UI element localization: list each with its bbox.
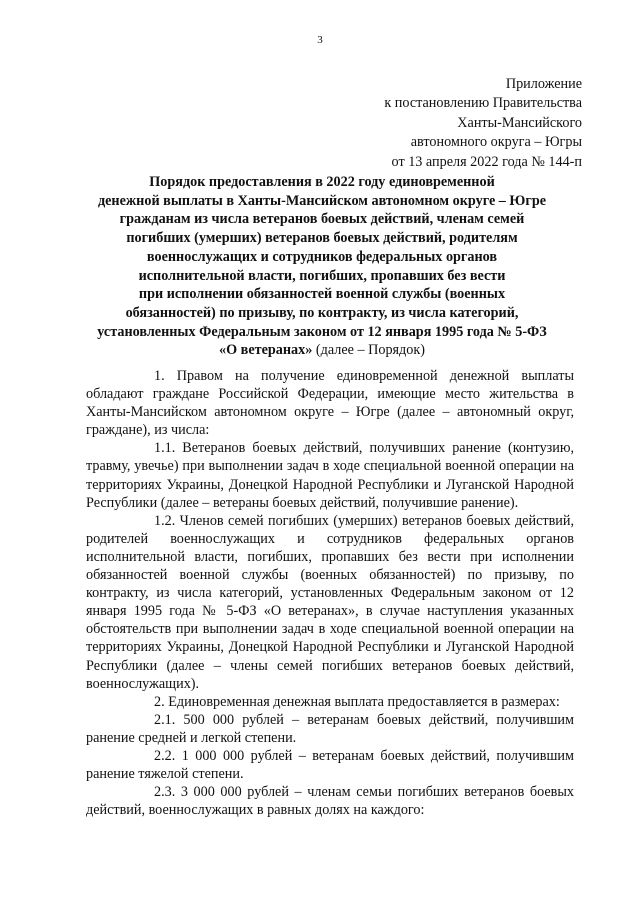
title-line: гражданам из числа ветеранов боевых действий, членам семей [119, 211, 525, 228]
appendix-line: Приложение [505, 76, 582, 92]
paragraph-2-2 [86, 747, 574, 783]
appendix-line: автономного округа – Югры [410, 134, 582, 151]
paragraph-number: 1. [154, 368, 165, 384]
title-suffix: (далее – Порядок) [312, 342, 425, 359]
paragraph-1 [86, 367, 574, 439]
paragraph-number: 1.2. [154, 512, 176, 529]
paragraph-number: 2.2. [154, 747, 176, 764]
paragraph-text: Членов семей погибших (умерших) ветеранов боевых действий, родителей военнослужащих и сотрудников федеральных органов исполнительной власти, погибших, пропавших без вести при исполнении обязанностей военной службы (военных обязанностей) по призыву, по контракту, из числа категорий, установленных Федеральным законом от 12 января 1995 года № 5-ФЗ «О ветеранах», в случае наступления указанных обстоятельств при выполнении задач в ходе специальной военной операции на территориях Украины, Донецкой Народной Республики и Луганской Народной Республики (далее – члены семей погибших ветеранов боевых действий, военнослужащих). [86, 512, 574, 692]
title-line-last [72, 341, 572, 360]
document-title [72, 173, 572, 360]
paragraph-2-3 [86, 783, 574, 819]
paragraph-2 [86, 693, 574, 711]
title-line: денежной выплаты в Ханты-Мансийском автономном округе – Югре [97, 192, 547, 209]
paragraph-text: Единовременная денежная выплата предоставляется в размерах: [168, 693, 560, 710]
title-line: военнослужащих и сотрудников федеральных органов [146, 248, 498, 265]
paragraph-text: Правом на получение единовременной денежной выплаты обладают граждане Российской Федерации, имеющие место жительства в Ханты-Мансийском автономном округе – Югре (далее – автономный округ, граждане), из числа: [86, 368, 574, 439]
paragraph-number: 1.1. [154, 440, 176, 457]
appendix-line: к постановлению Правительства [384, 95, 582, 112]
title-line: при исполнении обязанностей военной службы (военных [138, 286, 506, 303]
title-line: установленных Федеральным законом от 12 января 1995 года № 5-ФЗ [97, 323, 547, 340]
paragraph-text: Ветеранов боевых действий, получивших ранение (контузию, травму, увечье) при выполнении задач в ходе специальной военной операции на территориях Украины, Донецкой Народной Республики и Луганской Народной Республики (далее – ветераны боевых действий, получившие ранение). [86, 440, 575, 511]
title-line: исполнительной власти, погибших, пропавших без вести [138, 267, 506, 284]
title-line: погибших (умерших) ветеранов боевых действий, родителям [126, 230, 518, 247]
title-law-name: «О ветеранах» [218, 342, 313, 359]
appendix-header [282, 75, 582, 172]
paragraph-text: 500 000 рублей – ветеранам боевых действий, получившим ранение средней и легкой степени. [86, 711, 574, 746]
paragraph-1-1 [86, 439, 574, 511]
paragraph-text: 3 000 000 рублей – членам семьи погибших ветеранов боевых действий, военнослужащих в равных долях на каждого: [86, 784, 574, 819]
appendix-line: от 13 апреля 2022 года № 144-п [391, 153, 582, 170]
paragraph-number: 2. [154, 693, 165, 710]
paragraph-2-1 [86, 711, 574, 747]
title-line: обязанностей) по призыву, по контракту, из числа категорий, [125, 304, 519, 321]
paragraph-1-2 [86, 512, 574, 693]
paragraph-text: 1 000 000 рублей – ветеранам боевых действий, получившим ранение тяжелой степени. [86, 747, 574, 783]
appendix-line: Ханты-Мансийского [457, 114, 582, 131]
paragraph-number: 2.1. [154, 711, 176, 728]
paragraph-number: 2.3. [154, 784, 176, 801]
title-line: Порядок предоставления в 2022 году единовременной [149, 174, 495, 190]
document-body [86, 367, 574, 819]
page-number: 3 [317, 34, 323, 46]
